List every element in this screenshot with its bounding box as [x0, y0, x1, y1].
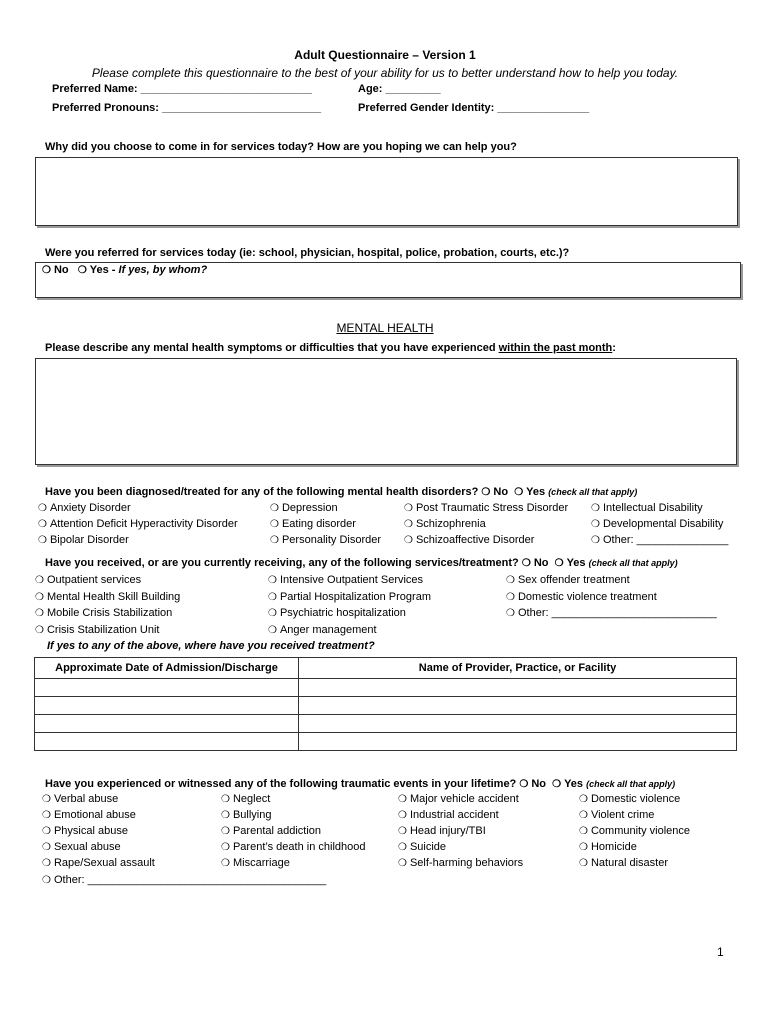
- checkbox-icon[interactable]: ❍: [404, 503, 413, 514]
- trauma-option[interactable]: [398, 857, 523, 869]
- checkbox-icon[interactable]: ❍: [552, 779, 562, 790]
- trauma-option[interactable]: [398, 841, 446, 853]
- service-option[interactable]: [268, 574, 423, 586]
- service-label: Domestic violence treatment: [517, 590, 657, 603]
- checkbox-icon[interactable]: ❍: [579, 842, 588, 853]
- if-yes-question: If yes to any of the above, where have you received treatment?: [47, 640, 375, 652]
- table-cell[interactable]: [35, 733, 299, 751]
- trauma-label: Parent’s death in childhood: [232, 841, 366, 853]
- checkbox-icon[interactable]: ❍: [514, 487, 524, 498]
- checkbox-icon[interactable]: ❍: [268, 575, 277, 586]
- checkbox-icon[interactable]: ❍: [270, 535, 279, 546]
- checkbox-icon[interactable]: ❍: [398, 858, 407, 869]
- disorder-label: Personality Disorder: [281, 534, 382, 546]
- trauma-option[interactable]: [42, 841, 121, 853]
- trauma-option[interactable]: [221, 857, 290, 869]
- trauma-label: Rape/Sexual assault: [53, 857, 155, 869]
- checkbox-icon[interactable]: ❍: [42, 794, 51, 805]
- checkbox-icon[interactable]: ❍: [42, 858, 51, 869]
- trauma-other-option[interactable]: [42, 874, 326, 886]
- mh-describe-question: [45, 342, 616, 354]
- table-cell[interactable]: [35, 679, 299, 697]
- yes-label: Yes: [526, 486, 546, 498]
- disorder-option[interactable]: [404, 534, 534, 546]
- disorder-option[interactable]: [38, 534, 129, 546]
- checkbox-icon[interactable]: ❍: [398, 810, 407, 821]
- trauma-label: Bullying: [232, 809, 272, 821]
- referred-question: Were you referred for services today (ie: school, physician, hospital, police, probation, courts, etc.)?: [45, 247, 570, 259]
- disorder-option[interactable]: [404, 518, 486, 530]
- service-label: Anger management: [279, 623, 377, 636]
- checkbox-icon[interactable]: ❍: [521, 558, 531, 569]
- trauma-label: Industrial accident: [409, 809, 499, 821]
- disorder-option[interactable]: [38, 502, 131, 514]
- trauma-option[interactable]: [579, 857, 668, 869]
- trauma-label: Parental addiction: [232, 825, 322, 837]
- trauma-label: Violent crime: [590, 809, 655, 821]
- check-all-note: (check all that apply): [586, 779, 676, 789]
- checkbox-icon[interactable]: ❍: [38, 503, 47, 514]
- trauma-label: Domestic violence: [590, 793, 681, 805]
- checkbox-icon[interactable]: ❍: [398, 842, 407, 853]
- checkbox-icon[interactable]: ❍: [591, 535, 600, 546]
- trauma-option[interactable]: [42, 793, 118, 805]
- trauma-label: Self-harming behaviors: [409, 857, 524, 869]
- trauma-label: Miscarriage: [232, 857, 290, 869]
- mh-describe-prefix: Please describe any mental health symptoms or difficulties that you have experienced: [45, 342, 499, 354]
- yes-label: Yes: [564, 778, 584, 790]
- disorder-label: Depression: [281, 502, 338, 514]
- trauma-label: Homicide: [590, 841, 637, 853]
- checkbox-icon[interactable]: ❍: [221, 794, 230, 805]
- checkbox-icon[interactable]: ❍: [481, 487, 491, 498]
- service-option[interactable]: [506, 591, 657, 603]
- trauma-label: Community violence: [590, 825, 691, 837]
- trauma-option[interactable]: [42, 809, 136, 821]
- preferred-gender-identity-field[interactable]: Preferred Gender Identity: _______________: [358, 102, 590, 114]
- why-answer-box[interactable]: [35, 157, 738, 226]
- trauma-option[interactable]: [398, 825, 486, 837]
- no-label: No: [493, 486, 509, 498]
- service-label: Sex offender treatment: [517, 574, 630, 586]
- mh-describe-answer-box[interactable]: [35, 358, 737, 465]
- checkbox-icon[interactable]: ❍: [42, 265, 51, 276]
- disorder-option[interactable]: [270, 534, 381, 546]
- services-question: Have you received, or are you currently receiving, any of the following services/treatment?: [45, 557, 519, 569]
- checkbox-icon[interactable]: ❍: [221, 858, 230, 869]
- disorder-label: Post Traumatic Stress Disorder: [415, 502, 569, 514]
- checkbox-icon[interactable]: ❍: [35, 608, 44, 619]
- service-label: Other: ___________________________: [517, 607, 717, 619]
- checkbox-icon[interactable]: ❍: [506, 591, 515, 603]
- table-cell[interactable]: [299, 679, 737, 697]
- table-cell[interactable]: [299, 715, 737, 733]
- checkbox-icon[interactable]: ❍: [221, 826, 230, 837]
- service-label: Mobile Crisis Stabilization: [46, 607, 173, 619]
- trauma-label: Sexual abuse: [53, 841, 121, 853]
- disorder-label: Other: _______________: [602, 534, 729, 546]
- checkbox-icon[interactable]: ❍: [42, 826, 51, 837]
- service-option[interactable]: [35, 624, 159, 636]
- disorder-option[interactable]: [270, 502, 338, 514]
- referred-no-label: No: [53, 264, 69, 276]
- checkbox-icon[interactable]: ❍: [554, 558, 564, 569]
- service-label: Intensive Outpatient Services: [279, 574, 424, 586]
- trauma-label: Physical abuse: [53, 825, 128, 837]
- checkbox-icon[interactable]: ❍: [38, 519, 47, 530]
- yes-label: Yes: [566, 557, 586, 569]
- trauma-option[interactable]: [398, 809, 499, 821]
- trauma-option[interactable]: [221, 841, 365, 853]
- checkbox-icon[interactable]: ❍: [591, 519, 600, 530]
- checkbox-icon[interactable]: ❍: [42, 875, 51, 886]
- service-label: Mental Health Skill Building: [46, 590, 181, 603]
- service-option[interactable]: [35, 607, 172, 619]
- service-option[interactable]: [506, 607, 717, 619]
- disorder-option[interactable]: [591, 518, 723, 530]
- checkbox-icon[interactable]: ❍: [268, 624, 277, 636]
- table-cell[interactable]: [299, 733, 737, 751]
- checkbox-icon[interactable]: ❍: [506, 575, 515, 586]
- service-label: Partial Hospitalization Program: [279, 590, 431, 603]
- table-cell[interactable]: [299, 697, 737, 715]
- referred-yes-label: Yes -: [89, 264, 116, 276]
- service-label: Outpatient services: [46, 574, 142, 586]
- trauma-label: Natural disaster: [590, 857, 669, 869]
- disorder-option[interactable]: [591, 534, 728, 546]
- trauma-label: Head injury/TBI: [409, 825, 486, 837]
- page-title: Adult Questionnaire – Version 1: [294, 48, 476, 62]
- checkbox-icon[interactable]: ❍: [42, 842, 51, 853]
- table-header-date: Approximate Date of Admission/Discharge: [35, 658, 299, 679]
- checkbox-icon[interactable]: ❍: [398, 794, 407, 805]
- trauma-option[interactable]: [221, 793, 270, 805]
- disorder-label: Developmental Disability: [602, 518, 724, 530]
- trauma-question: Have you experienced or witnessed any of the following traumatic events in your lifetime?: [45, 778, 517, 790]
- service-option[interactable]: [506, 574, 630, 586]
- checkbox-icon[interactable]: ❍: [268, 591, 277, 603]
- service-option[interactable]: [268, 624, 377, 636]
- checkbox-icon[interactable]: ❍: [221, 810, 230, 821]
- checkbox-icon[interactable]: ❍: [506, 608, 515, 619]
- trauma-option[interactable]: [221, 825, 321, 837]
- trauma-label: Major vehicle accident: [409, 793, 519, 805]
- checkbox-icon[interactable]: ❍: [221, 842, 230, 853]
- table-row[interactable]: [35, 697, 737, 715]
- no-label: No: [531, 778, 546, 790]
- service-label: Psychiatric hospitalization: [279, 607, 406, 619]
- mh-describe-underlined: within the past month: [498, 342, 613, 354]
- trauma-option[interactable]: [221, 809, 272, 821]
- checkbox-icon[interactable]: ❍: [579, 810, 588, 821]
- disorder-label: Bipolar Disorder: [49, 534, 129, 546]
- preferred-name-field[interactable]: Preferred Name: ____________________________: [52, 83, 312, 95]
- disorder-option[interactable]: [38, 518, 238, 530]
- checkbox-icon[interactable]: ❍: [35, 624, 44, 636]
- age-field[interactable]: Age: _________: [358, 83, 441, 95]
- checkbox-icon[interactable]: ❍: [398, 826, 407, 837]
- diagnosed-question: Have you been diagnosed/treated for any of the following mental health disorders?: [45, 486, 479, 498]
- trauma-option[interactable]: [579, 825, 690, 837]
- disorder-option[interactable]: [270, 518, 356, 530]
- diagnosed-question-row: [45, 486, 637, 498]
- treatment-table: [34, 657, 737, 751]
- trauma-other-label: Other: _______________________________________: [53, 874, 327, 886]
- referred-options: [42, 264, 207, 276]
- checkbox-icon[interactable]: ❍: [519, 779, 529, 790]
- referred-whom-label: If yes, by whom?: [118, 264, 208, 276]
- checkbox-icon[interactable]: ❍: [38, 535, 47, 546]
- trauma-label: Verbal abuse: [53, 793, 119, 805]
- checkbox-icon[interactable]: ❍: [404, 519, 413, 530]
- table-cell[interactable]: [35, 697, 299, 715]
- page-subtitle: Please complete this questionnaire to the best of your ability for us to better understand how to help you today.: [91, 66, 679, 80]
- checkbox-icon[interactable]: ❍: [35, 591, 44, 603]
- trauma-question-row: [45, 778, 675, 790]
- why-question: Why did you choose to come in for services today? How are you hoping we can help you?: [45, 141, 517, 153]
- table-header-provider: Name of Provider, Practice, or Facility: [299, 658, 737, 679]
- table-cell[interactable]: [35, 715, 299, 733]
- mental-health-heading: MENTAL HEALTH: [336, 321, 434, 335]
- checkbox-icon[interactable]: ❍: [579, 826, 588, 837]
- services-question-row: [45, 557, 678, 569]
- no-label: No: [533, 557, 549, 569]
- disorder-option[interactable]: [591, 502, 703, 514]
- trauma-label: Emotional abuse: [53, 809, 136, 821]
- disorder-label: Schizophrenia: [415, 518, 486, 530]
- checkbox-icon[interactable]: ❍: [591, 503, 600, 514]
- check-all-note: (check all that apply): [548, 487, 638, 497]
- checkbox-icon[interactable]: ❍: [77, 265, 87, 276]
- service-option[interactable]: [268, 607, 406, 619]
- trauma-label: Suicide: [409, 841, 447, 853]
- trauma-option[interactable]: [42, 825, 128, 837]
- trauma-option[interactable]: [42, 857, 155, 869]
- disorder-label: Schizoaffective Disorder: [415, 534, 535, 546]
- checkbox-icon[interactable]: ❍: [270, 519, 279, 530]
- service-option[interactable]: [268, 591, 431, 603]
- table-row[interactable]: [35, 679, 737, 697]
- table-row[interactable]: [35, 733, 737, 751]
- checkbox-icon[interactable]: ❍: [268, 608, 277, 619]
- checkbox-icon[interactable]: ❍: [579, 794, 588, 805]
- trauma-option[interactable]: [579, 809, 654, 821]
- page-number: 1: [717, 945, 724, 959]
- trauma-option[interactable]: [579, 793, 680, 805]
- checkbox-icon[interactable]: ❍: [404, 535, 413, 546]
- table-row[interactable]: [35, 715, 737, 733]
- check-all-note: (check all that apply): [588, 558, 678, 568]
- disorder-option[interactable]: [404, 502, 568, 514]
- disorder-label: Anxiety Disorder: [49, 502, 131, 514]
- preferred-pronouns-field[interactable]: Preferred Pronouns: __________________________: [52, 102, 322, 114]
- checkbox-icon[interactable]: ❍: [579, 858, 588, 869]
- service-label: Crisis Stabilization Unit: [46, 623, 160, 636]
- service-option[interactable]: [35, 591, 180, 603]
- checkbox-icon[interactable]: ❍: [270, 503, 279, 514]
- disorder-label: Eating disorder: [281, 518, 356, 530]
- trauma-label: Neglect: [232, 793, 271, 805]
- checkbox-icon[interactable]: ❍: [42, 810, 51, 821]
- disorder-label: Attention Deficit Hyperactivity Disorder: [49, 518, 238, 530]
- disorder-label: Intellectual Disability: [602, 502, 703, 514]
- checkbox-icon[interactable]: ❍: [35, 575, 44, 586]
- mh-describe-suffix: :: [612, 342, 616, 354]
- trauma-option[interactable]: [398, 793, 519, 805]
- service-option[interactable]: [35, 574, 141, 586]
- trauma-option[interactable]: [579, 841, 637, 853]
